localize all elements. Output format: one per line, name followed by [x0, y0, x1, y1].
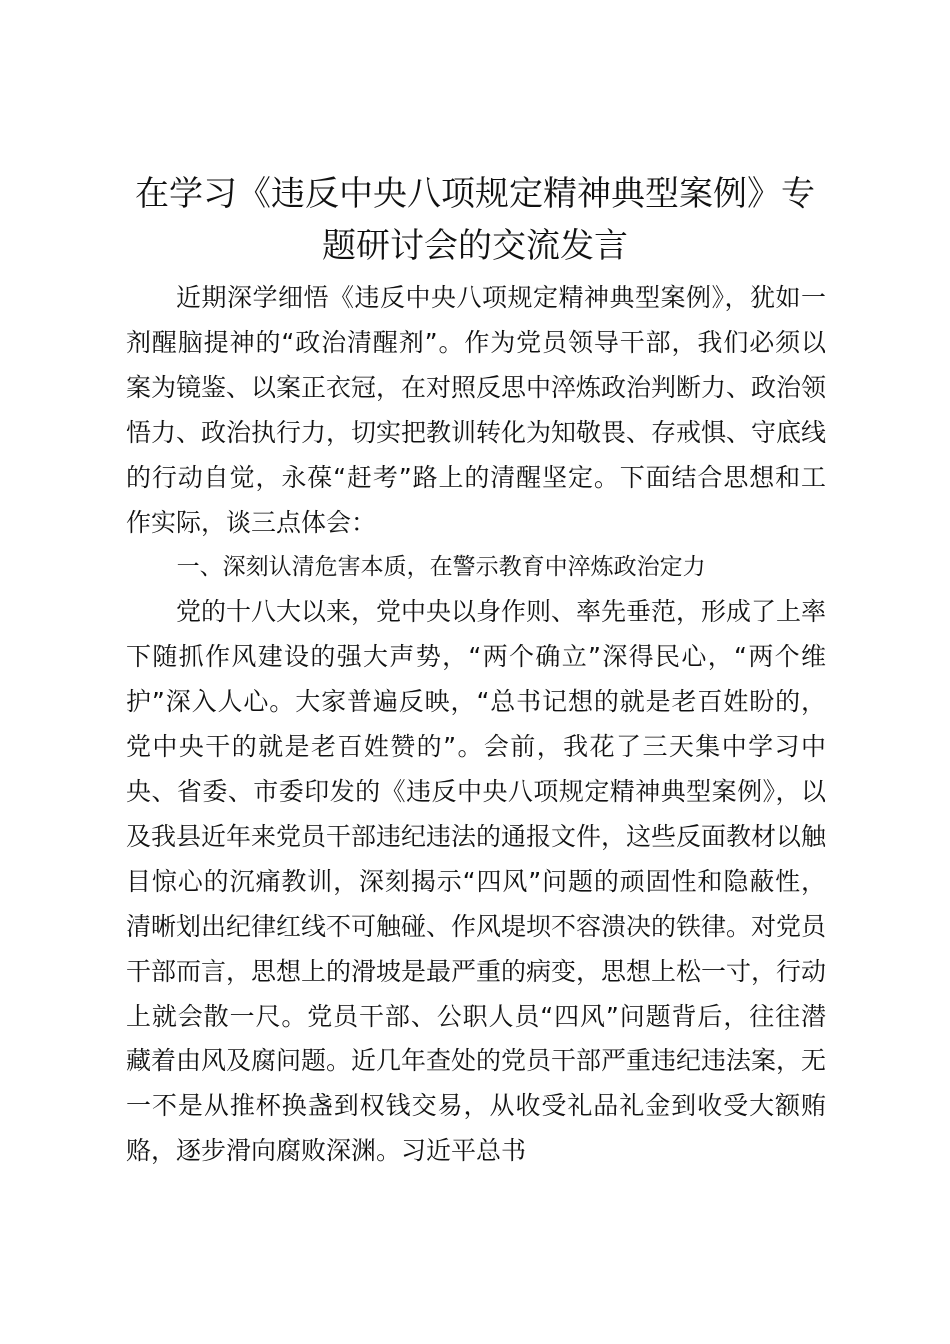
section-heading-1: 一、深刻认清危害本质，在警示教育中淬炼政治定力 [176, 554, 706, 581]
paragraph-intro: 近期深学细悟《违反中央八项规定精神典型案例》，犹如一剂醒脑提神的“政治清醒剂”。作为党员领导干部，我们必须以案为镜鉴、以案正衣冠，在对照反思中淬炼政治判断力、政治领悟力、政治执行力，切实把教训转化为知敬畏、存戒惧、守底线的行动自觉，永葆“赶考”路上的清醒坚定。下面结合思想和工作实际，谈三点体会： [126, 283, 827, 537]
paragraph-section-1: 党的十八大以来，党中央以身作则、率先垂范，形成了上率下随抓作风建设的强大声势，“两个确立”深得民心，“两个维护”深入人心。大家普遍反映，“总书记想的就是老百姓盼的，党中央干的就是老百姓赞的”。会前，我花了三天集中学习中央、省委、市委印发的《违反中央八项规定精神典型案例》，以及我县近年来党员干部违纪违法的通报文件，这些反面教材以触目惊心的沉痛教训，深刻揭示“四风”问题的顽固性和隐蔽性，清晰划出纪律红线不可触碰、作风堤坝不容溃决的铁律。对党员干部而言，思想上的滑坡是最严重的病变，思想上松一寸，行动上就会散一尺。党员干部、公职人员“四风”问题背后，往往潜藏着由风及腐问题。近几年查处的党员干部严重违纪违法案，无一不是从推杯换盏到权钱交易，从收受礼品礼金到收受大额贿赂，逐步滑向腐败深渊。习近平总书 [126, 597, 827, 1166]
title-line-2: 题研讨会的交流发言 [322, 226, 628, 266]
document-title [100, 168, 850, 272]
title-line-1: 在学习《违反中央八项规定精神典型案例》专 [135, 174, 815, 214]
document-body [126, 276, 826, 1174]
